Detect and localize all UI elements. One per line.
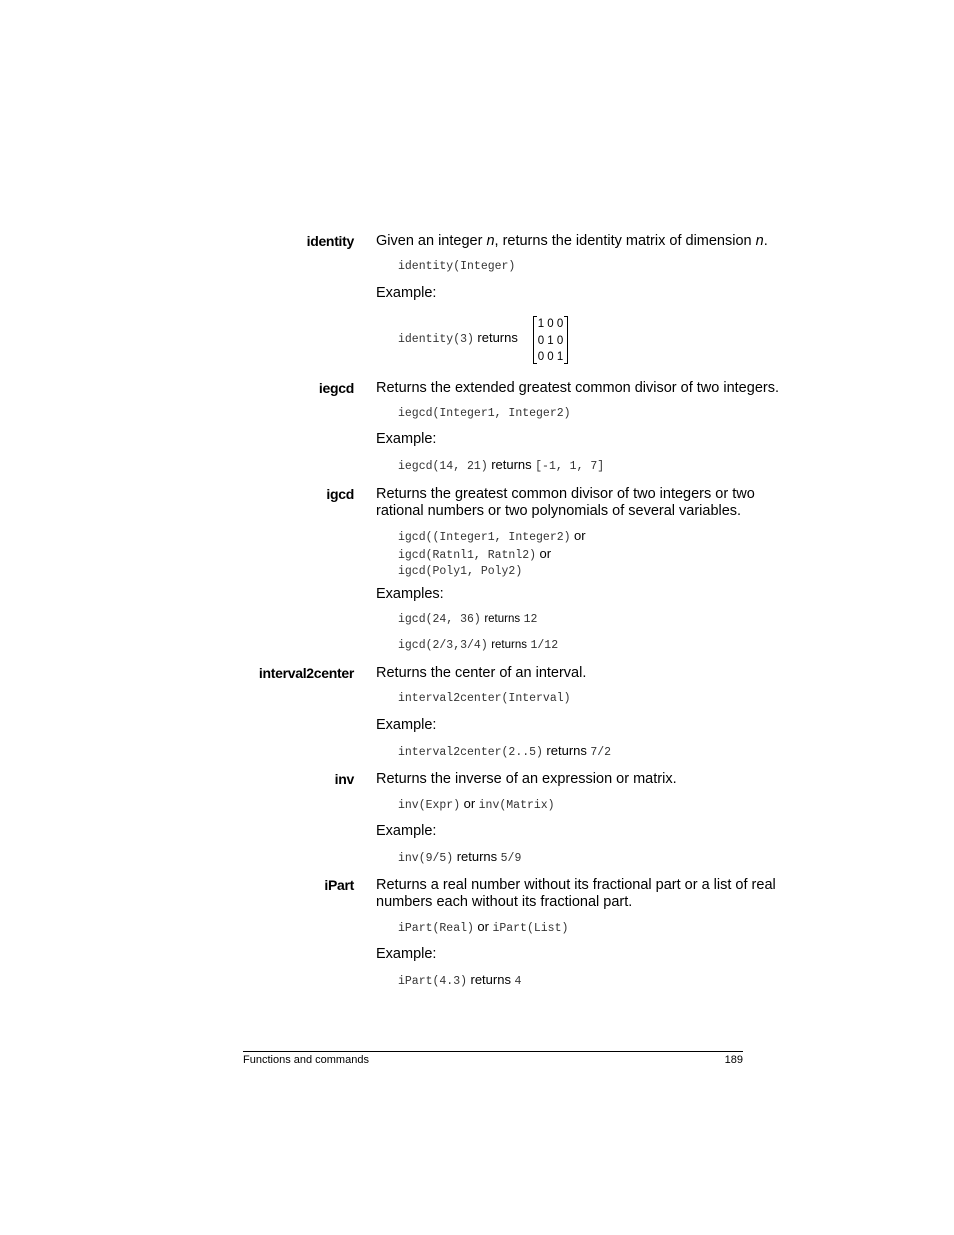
example-code: igcd(2/3,3/4) (398, 639, 488, 652)
example-label: Example: (376, 431, 437, 447)
term-igcd: igcd (326, 486, 354, 502)
example-code: inv(9/5) (398, 852, 454, 865)
desc-text: Given an integer (376, 233, 487, 249)
desc-identity (376, 233, 768, 250)
desc-line: rational numbers or two polynomials of several variables. (376, 503, 742, 519)
footer-section: Functions and commands (243, 1054, 369, 1066)
syntax-code: igcd(Ratnl1, Ratnl2) (398, 548, 537, 562)
example-code: igcd(24, 36) (398, 613, 481, 626)
desc-line: numbers each without its fractional part. (376, 894, 633, 910)
example-result: 5/9 (500, 852, 522, 865)
identity-matrix (533, 316, 568, 364)
desc-igcd (376, 486, 755, 520)
example-igcd-2 (398, 637, 558, 654)
example-code: iPart(4.3) (398, 975, 468, 988)
returns-text: returns (484, 613, 521, 625)
example-label: Example: (376, 285, 437, 301)
matrix-row: 0 1 0 (537, 334, 564, 347)
example-result: 7/2 (590, 746, 612, 759)
term-interval2center: interval2center (258, 665, 354, 681)
footer-rule (243, 1051, 743, 1052)
returns-text: returns (477, 330, 518, 345)
term-inv: inv (334, 771, 354, 787)
syntax-interval2center (398, 690, 571, 707)
desc-line: Returns the greatest common divisor of two integers or two (376, 486, 755, 502)
example-result: 12 (523, 613, 538, 626)
example-result: 1/12 (530, 639, 559, 652)
syntax-igcd (398, 528, 586, 580)
returns-text: returns (470, 972, 511, 987)
returns-text: returns (491, 457, 532, 472)
matrix-row: 1 0 0 (537, 318, 564, 330)
example-result: [-1, 1, 7] (535, 460, 605, 473)
returns-text: returns (546, 743, 587, 758)
desc-iegcd: Returns the extended greatest common divisor of two integers. (376, 380, 779, 396)
desc-text: , returns the identity matrix of dimension (494, 233, 756, 249)
syntax-code: identity(Integer) (398, 260, 516, 273)
syntax-iegcd (398, 405, 571, 422)
example-interval2center (398, 743, 611, 761)
example-result: 4 (514, 975, 522, 988)
or-text: or (539, 545, 552, 561)
desc-interval2center: Returns the center of an interval. (376, 665, 587, 681)
syntax-code: iPart(Real) (398, 922, 474, 935)
example-code: iegcd(14, 21) (398, 460, 488, 473)
desc-var: n (755, 233, 764, 249)
syntax-code: inv(Matrix) (478, 799, 555, 812)
syntax-code: inv(Expr) (398, 799, 461, 812)
returns-text: returns (456, 849, 498, 864)
example-label: Example: (376, 823, 437, 839)
example-igcd-1 (398, 611, 537, 628)
syntax-code: interval2center(Interval) (398, 692, 571, 705)
example-code: identity(3) (398, 333, 474, 346)
example-label: Example: (376, 946, 437, 962)
syntax-code: iegcd(Integer1, Integer2) (398, 407, 571, 420)
syntax-code: igcd(Poly1, Poly2) (398, 565, 523, 578)
or-text: or (477, 919, 489, 934)
desc-text: . (763, 233, 768, 249)
page-number: 189 (724, 1054, 743, 1066)
or-text: or (574, 528, 586, 543)
syntax-line (398, 528, 586, 546)
desc-var: n (486, 233, 495, 249)
syntax-code: igcd((Integer1, Integer2) (398, 531, 571, 544)
returns-text: returns (491, 639, 527, 651)
example-code: interval2center(2..5) (398, 746, 543, 759)
syntax-ipart (398, 919, 568, 937)
desc-line: Returns a real number without its fractional part or a list of real (376, 877, 776, 893)
term-ipart: iPart (324, 877, 354, 893)
example-identity (398, 330, 518, 348)
syntax-code: iPart(List) (492, 922, 569, 935)
example-label: Examples: (376, 586, 444, 602)
example-inv (398, 849, 521, 867)
syntax-line (398, 563, 586, 580)
matrix-row: 0 0 1 (537, 351, 564, 363)
or-text: or (463, 796, 476, 811)
example-label: Example: (376, 717, 437, 733)
syntax-line (398, 546, 586, 564)
term-identity: identity (306, 233, 354, 249)
desc-ipart (376, 877, 776, 911)
example-iegcd (398, 457, 604, 475)
term-iegcd: iegcd (318, 380, 354, 396)
example-ipart (398, 972, 521, 990)
desc-inv: Returns the inverse of an expression or matrix. (376, 771, 677, 787)
syntax-identity (398, 258, 515, 275)
syntax-inv (398, 796, 555, 814)
